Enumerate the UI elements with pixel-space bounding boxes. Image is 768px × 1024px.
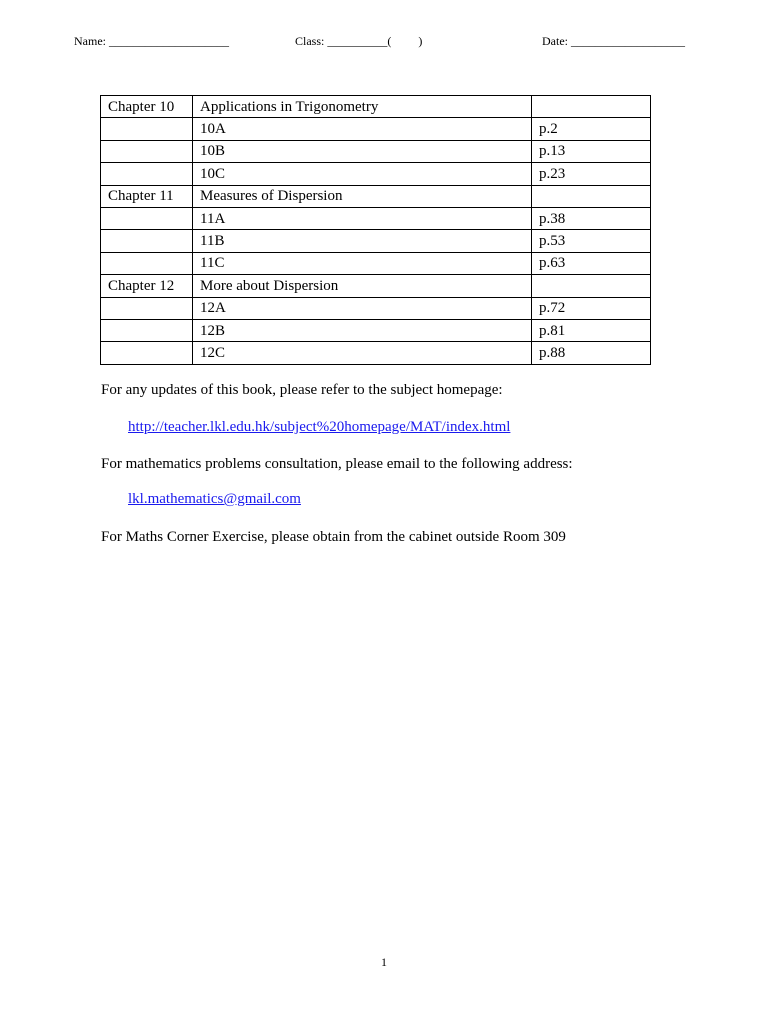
- page-cell: p.23: [532, 163, 651, 185]
- page-cell: p.81: [532, 319, 651, 341]
- title-cell: 11B: [193, 230, 532, 252]
- subject-homepage-link[interactable]: http://teacher.lkl.edu.hk/subject%20homepage/MAT/index.html: [128, 419, 511, 435]
- chapter-cell: [101, 118, 193, 140]
- table-row: [101, 297, 651, 319]
- maths-corner-paragraph: For Maths Corner Exercise, please obtain from the cabinet outside Room 309: [101, 529, 566, 545]
- page-number: 1: [381, 955, 387, 969]
- page-cell: [532, 275, 651, 297]
- table-row: [101, 252, 651, 274]
- chapter-cell: Chapter 11: [101, 185, 193, 207]
- page-cell: p.38: [532, 207, 651, 229]
- chapter-cell: [101, 297, 193, 319]
- page-cell: p.13: [532, 140, 651, 162]
- chapter-cell: [101, 252, 193, 274]
- page-cell: p.53: [532, 230, 651, 252]
- table-row: [101, 319, 651, 341]
- chapter-cell: [101, 319, 193, 341]
- table-row: [101, 207, 651, 229]
- chapter-cell: [101, 207, 193, 229]
- table-row: [101, 140, 651, 162]
- page-cell: p.63: [532, 252, 651, 274]
- table-row: [101, 96, 651, 118]
- page-cell: [532, 96, 651, 118]
- page-cell: p.72: [532, 297, 651, 319]
- title-cell: 11A: [193, 207, 532, 229]
- title-cell: 12C: [193, 342, 532, 364]
- title-cell: 12B: [193, 319, 532, 341]
- title-cell: More about Dispersion: [193, 275, 532, 297]
- chapter-cell: [101, 140, 193, 162]
- chapter-cell: [101, 163, 193, 185]
- table-row: [101, 118, 651, 140]
- title-cell: 10B: [193, 140, 532, 162]
- consultation-paragraph: For mathematics problems consultation, please email to the following address:: [101, 456, 573, 472]
- table-row: [101, 163, 651, 185]
- title-cell: Applications in Trigonometry: [193, 96, 532, 118]
- chapter-cell: [101, 230, 193, 252]
- page-cell: [532, 185, 651, 207]
- title-cell: Measures of Dispersion: [193, 185, 532, 207]
- page-cell: p.88: [532, 342, 651, 364]
- chapter-cell: Chapter 12: [101, 275, 193, 297]
- title-cell: 10C: [193, 163, 532, 185]
- date-field-label: Date: ___________________: [542, 34, 685, 48]
- title-cell: 10A: [193, 118, 532, 140]
- table-row: [101, 275, 651, 297]
- chapter-cell: [101, 342, 193, 364]
- table-row: [101, 185, 651, 207]
- contents-table: [100, 95, 651, 365]
- title-cell: 12A: [193, 297, 532, 319]
- title-cell: 11C: [193, 252, 532, 274]
- table-row: [101, 342, 651, 364]
- worksheet-header: [0, 34, 768, 50]
- table-row: [101, 230, 651, 252]
- name-field-label: Name: ____________________: [74, 34, 229, 48]
- updates-paragraph: For any updates of this book, please refer to the subject homepage:: [101, 382, 503, 398]
- page-cell: p.2: [532, 118, 651, 140]
- email-link[interactable]: lkl.mathematics@gmail.com: [128, 491, 301, 507]
- class-field-label: Class: __________( ): [295, 34, 423, 48]
- chapter-cell: Chapter 10: [101, 96, 193, 118]
